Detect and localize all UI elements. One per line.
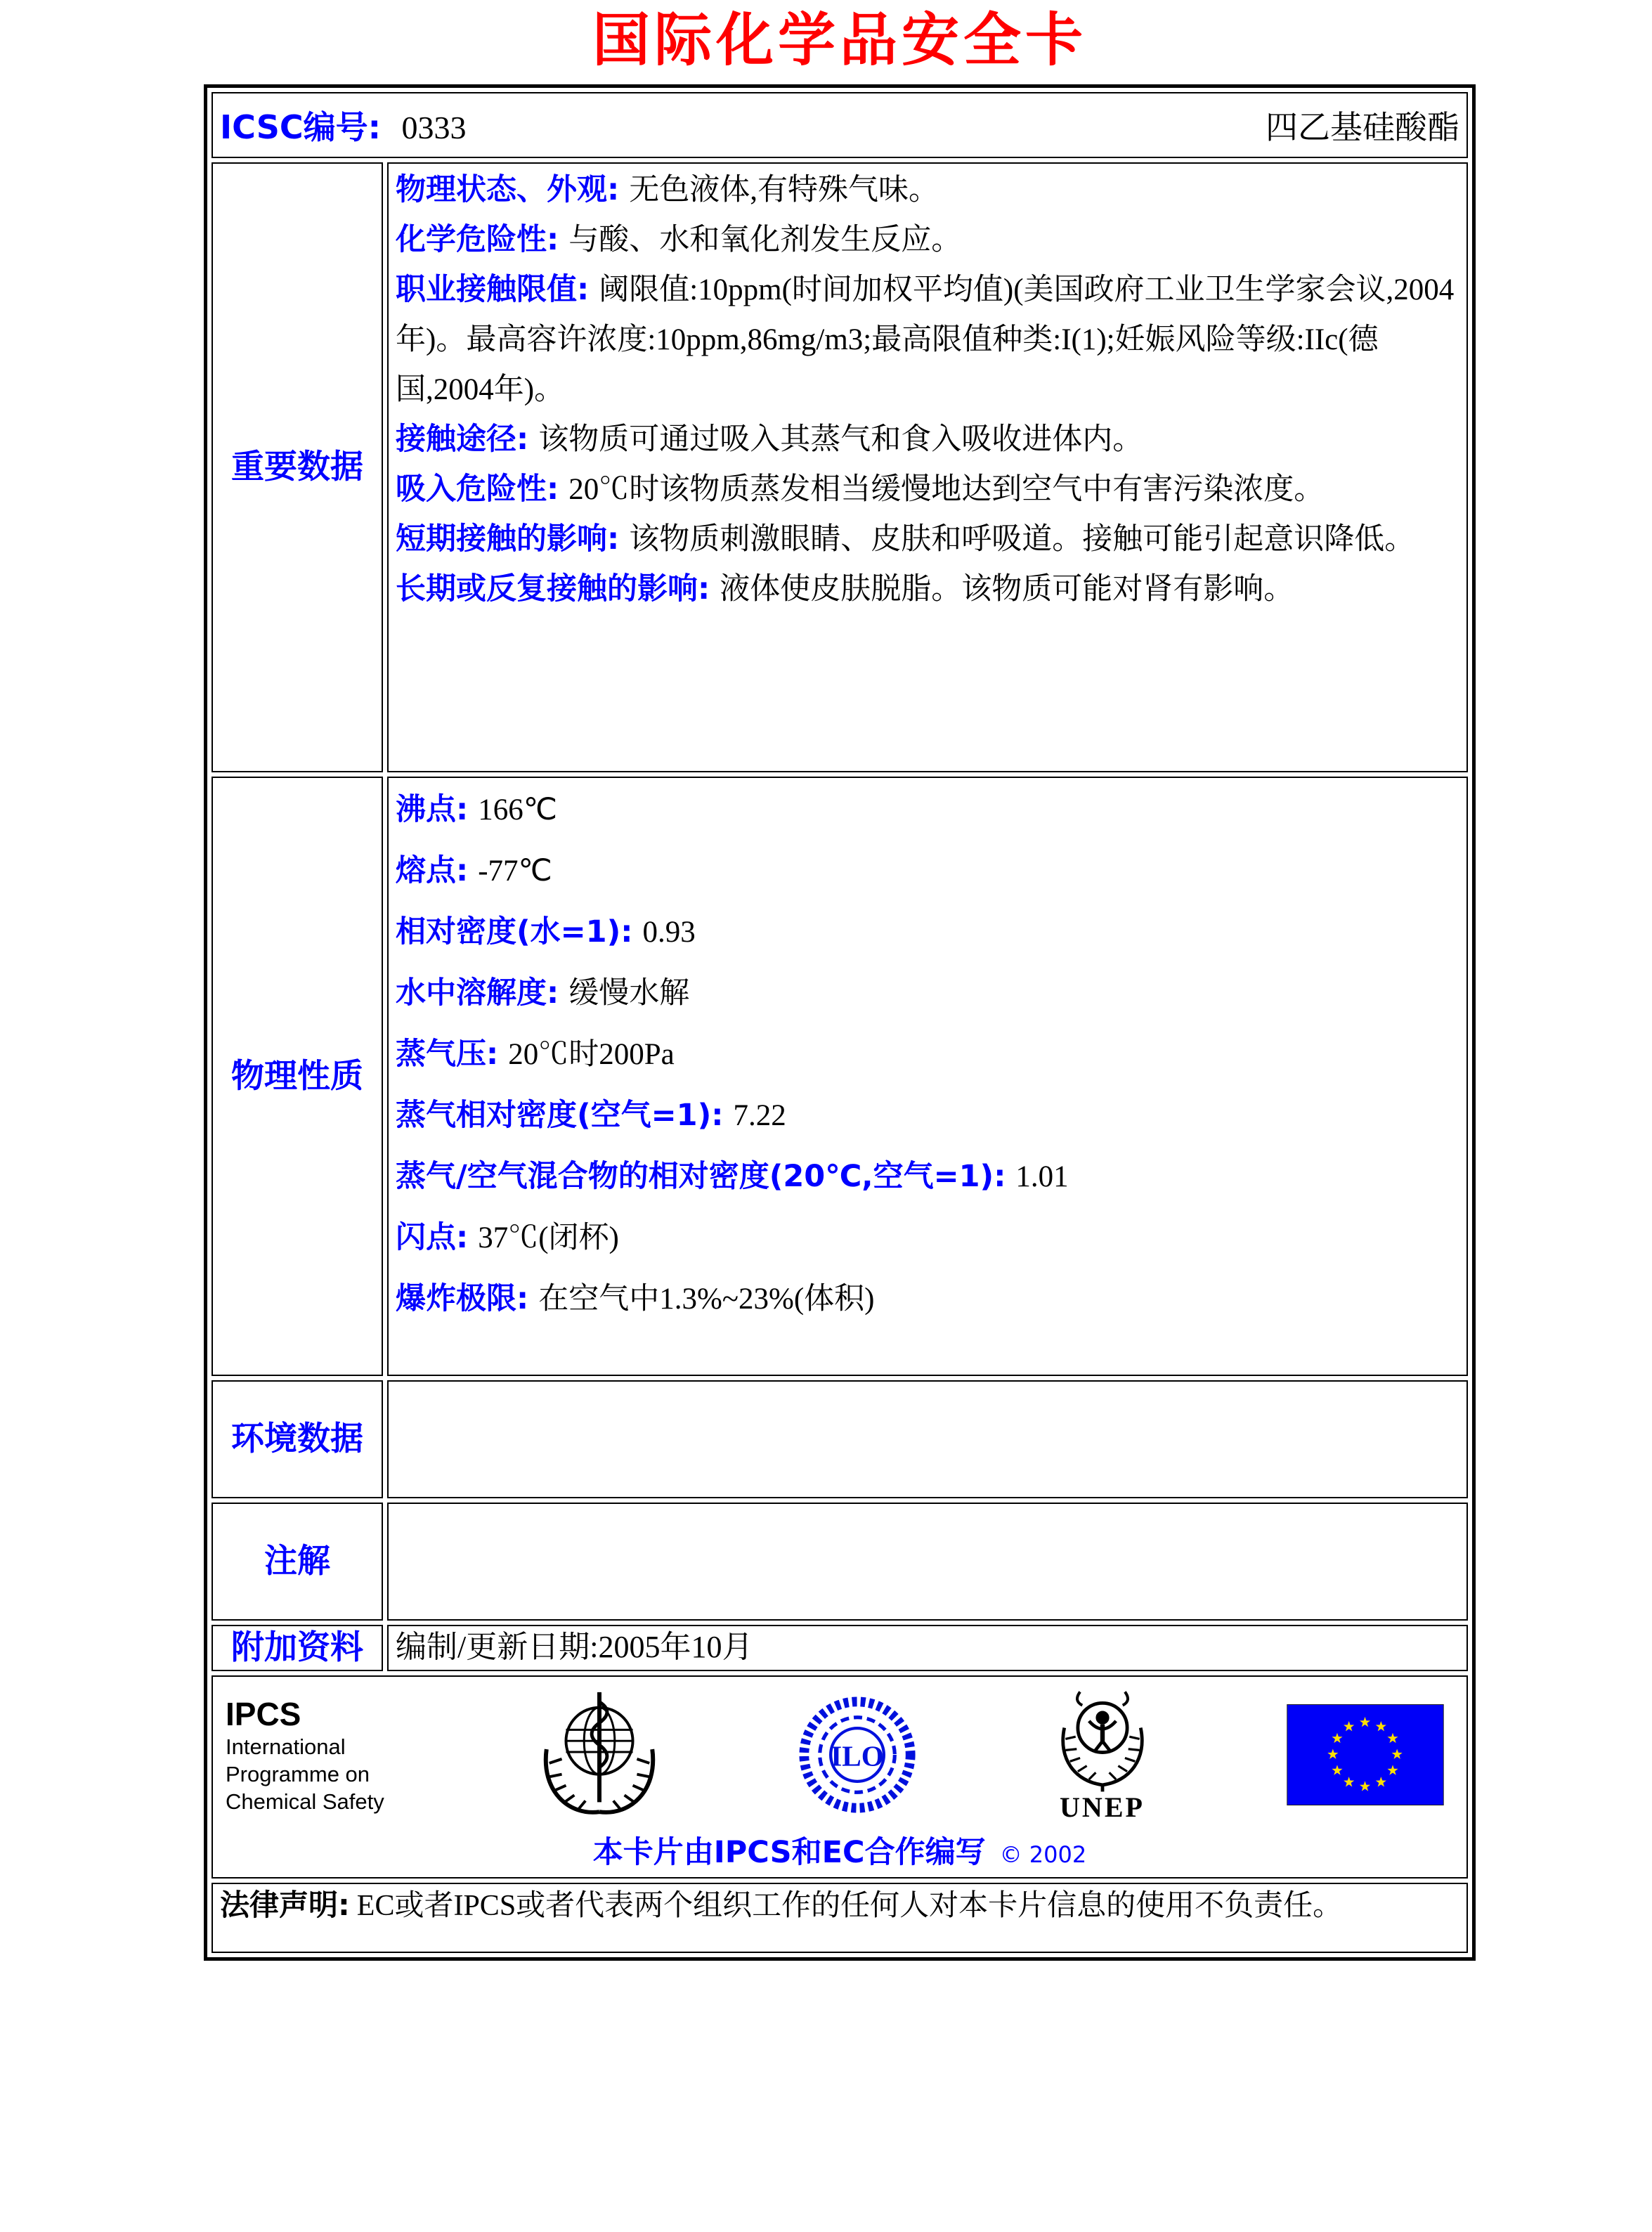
update-date: 编制/更新日期:2005年10月 <box>396 1630 753 1664</box>
item-text: 缓慢水解 <box>568 977 690 1010</box>
item-text: -77℃ <box>478 855 552 888</box>
legal-label: 法律声明: <box>220 1888 350 1922</box>
item-label: 吸入危险性: <box>396 472 559 507</box>
physical-property-item <box>396 1024 1459 1085</box>
important-data-row <box>212 162 1468 772</box>
important-data-item <box>396 514 1459 564</box>
item-text: 0.93 <box>642 916 696 949</box>
item-label: 长期或反复接触的影响: <box>396 571 710 606</box>
icsc-number-group <box>220 102 467 148</box>
notes-content <box>387 1503 1468 1621</box>
legal-row <box>212 1883 1468 1953</box>
logos-row <box>212 1675 1468 1879</box>
unep-logo-icon <box>1046 1687 1159 1793</box>
ilo-letters: ILO <box>831 1739 884 1772</box>
ilo-logo-icon <box>797 1694 918 1815</box>
item-label: 闪点: <box>396 1220 469 1255</box>
physical-properties-content <box>387 777 1468 1376</box>
item-label: 物理状态、外观: <box>396 172 620 207</box>
logos-caption <box>223 1829 1457 1871</box>
cooperation-caption: 本卡片由IPCS和EC合作编写 <box>592 1835 986 1870</box>
eu-flag-icon <box>1287 1704 1444 1805</box>
chemical-name: 四乙基硅酸酯 <box>1266 110 1459 145</box>
environmental-data-content <box>387 1380 1468 1498</box>
logo-strip <box>223 1682 1457 1824</box>
section-label-important-data: 重要数据 <box>212 162 383 772</box>
ipcs-title: IPCS <box>226 1695 301 1732</box>
physical-property-item <box>396 841 1459 902</box>
section-label-notes: 注解 <box>212 1503 383 1621</box>
item-label: 短期接触的影响: <box>396 521 620 557</box>
item-text: 阈限值:10ppm(时间加权平均值)(美国政府工业卫生学家会议,2004年)。最高容许浓度:10ppm,86mg/m3;最高限值种类:I(1);妊娠风险等级:IIc(德国,2004年)。 <box>396 273 1455 406</box>
additional-info-content <box>387 1625 1468 1671</box>
physical-property-item <box>396 1146 1459 1207</box>
page-title: 国际化学品安全卡 <box>592 7 1087 74</box>
important-data-item <box>396 415 1459 465</box>
item-label: 蒸气相对密度(空气=1): <box>396 1098 724 1133</box>
unep-caption: UNEP <box>1060 1791 1145 1823</box>
item-text: 在空气中1.3%~23%(体积) <box>538 1283 875 1316</box>
item-text: 液体使皮肤脱脂。该物质可能对肾有影响。 <box>720 573 1294 606</box>
icsc-number-label: ICSC编号: <box>220 108 382 146</box>
item-text: 该物质可通过吸入其蒸气和食入吸收进体内。 <box>538 423 1143 456</box>
logos-cell <box>212 1675 1468 1879</box>
header-cell <box>212 92 1468 158</box>
copyright-text: © 2002 <box>999 1841 1087 1868</box>
item-label: 接触途径: <box>396 422 529 457</box>
who-logo-icon <box>530 1685 669 1824</box>
additional-info-row <box>212 1625 1468 1671</box>
environmental-data-row <box>212 1380 1468 1498</box>
physical-property-item <box>396 779 1459 841</box>
item-text: 166℃ <box>478 793 557 826</box>
physical-property-item <box>396 1269 1459 1330</box>
physical-property-item <box>396 1207 1459 1269</box>
icsc-number-value: 0333 <box>401 110 467 145</box>
item-label: 蒸气压: <box>396 1037 499 1072</box>
item-text: 20℃时200Pa <box>508 1038 675 1071</box>
important-data-item <box>396 215 1459 265</box>
item-text: 7.22 <box>733 1099 786 1132</box>
item-text: 无色液体,有特殊气味。 <box>629 174 939 207</box>
physical-property-item <box>396 963 1459 1024</box>
important-data-item <box>396 165 1459 215</box>
section-label-additional-info: 附加资料 <box>212 1625 383 1671</box>
important-data-item <box>396 564 1459 614</box>
important-data-item <box>396 265 1459 415</box>
important-data-item <box>396 465 1459 514</box>
section-label-physical-properties: 物理性质 <box>212 777 383 1376</box>
notes-row <box>212 1503 1468 1621</box>
item-text: 该物质刺激眼睛、皮肤和呼吸道。接触可能引起意识降低。 <box>629 523 1415 556</box>
ipcs-line: Chemical Safety <box>226 1789 384 1814</box>
item-label: 爆炸极限: <box>396 1281 529 1316</box>
physical-property-item <box>396 902 1459 963</box>
header-row <box>212 92 1468 158</box>
ipcs-block <box>226 1695 401 1815</box>
physical-properties-row <box>212 777 1468 1376</box>
physical-property-item <box>396 1085 1459 1146</box>
ipcs-line: International <box>226 1734 346 1759</box>
unep-block <box>1046 1687 1159 1822</box>
item-label: 相对密度(水=1): <box>396 914 633 949</box>
item-label: 职业接触限值: <box>396 272 590 307</box>
item-text: 1.01 <box>1015 1160 1069 1193</box>
item-label: 化学危险性: <box>396 222 559 257</box>
section-label-environmental-data: 环境数据 <box>212 1380 383 1498</box>
legal-cell <box>212 1883 1468 1953</box>
item-label: 熔点: <box>396 853 469 888</box>
legal-text: EC或者IPCS或者代表两个组织工作的任何人对本卡片信息的使用不负责任。 <box>356 1890 1343 1922</box>
important-data-content <box>387 162 1468 772</box>
item-text: 37℃(闭杯) <box>478 1221 619 1254</box>
item-text: 与酸、水和氧化剂发生反应。 <box>568 223 962 257</box>
item-label: 水中溶解度: <box>396 975 559 1011</box>
ipcs-line: Programme on <box>226 1761 370 1786</box>
icsc-table <box>204 84 1476 1961</box>
item-text: 20℃时该物质蒸发相当缓慢地达到空气中有害污染浓度。 <box>568 473 1325 506</box>
item-label: 蒸气/空气混合物的相对密度(20℃,空气=1): <box>396 1159 1006 1194</box>
item-label: 沸点: <box>396 792 469 827</box>
